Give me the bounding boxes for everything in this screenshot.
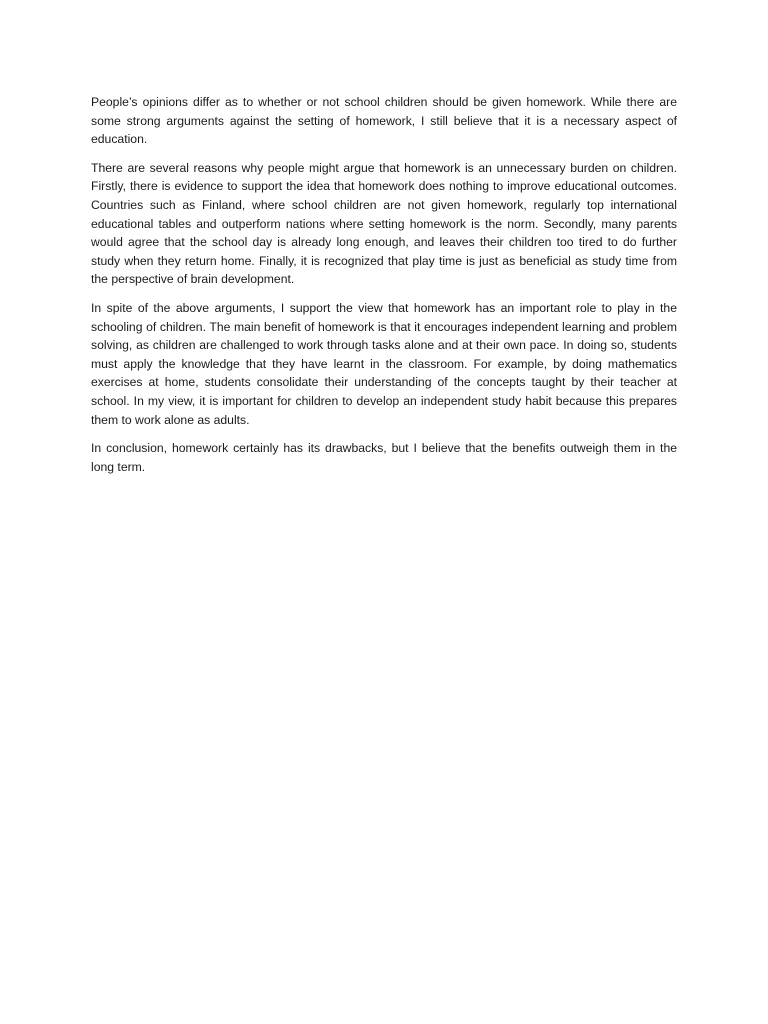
paragraph-introduction: People’s opinions differ as to whether or not school children should be given homework. While there are some strong arguments against the setting of homework, I still believe that it is a necessary aspect of education.	[91, 95, 677, 147]
paragraph-arguments-for: In spite of the above arguments, I support the view that homework has an important role to play in the schooling of children. The main benefit of homework is that it encourages independent learning and problem solving, as children are challenged to work through tasks alone and at their own pace. In doing so, students must apply the knowledge that they have learnt in the classroom. For example, by doing mathematics exercises at home, students consolidate their understanding of the concepts taught by their teacher at school. In my view, it is important for children to develop an independent study habit because this prepares them to work alone as adults.	[91, 300, 677, 427]
paragraph-arguments-against: There are several reasons why people might argue that homework is an unnecessary burden on children. Firstly, there is evidence to support the idea that homework does nothing to improve educational outcomes. Countries such as Finland, where school children are not given homework, regularly top international educational tables and outperform nations where setting homework is the norm. Secondly, many parents would agree that the school day is already long enough, and leaves their children too tired to do further study when they return home. Finally, it is recognized that play time is just as beneficial as study time from the perspective of brain development.	[91, 160, 677, 287]
essay-body	[91, 93, 677, 486]
paragraph-conclusion: In conclusion, homework certainly has its drawbacks, but I believe that the benefits outweigh them in the long term.	[91, 441, 677, 474]
